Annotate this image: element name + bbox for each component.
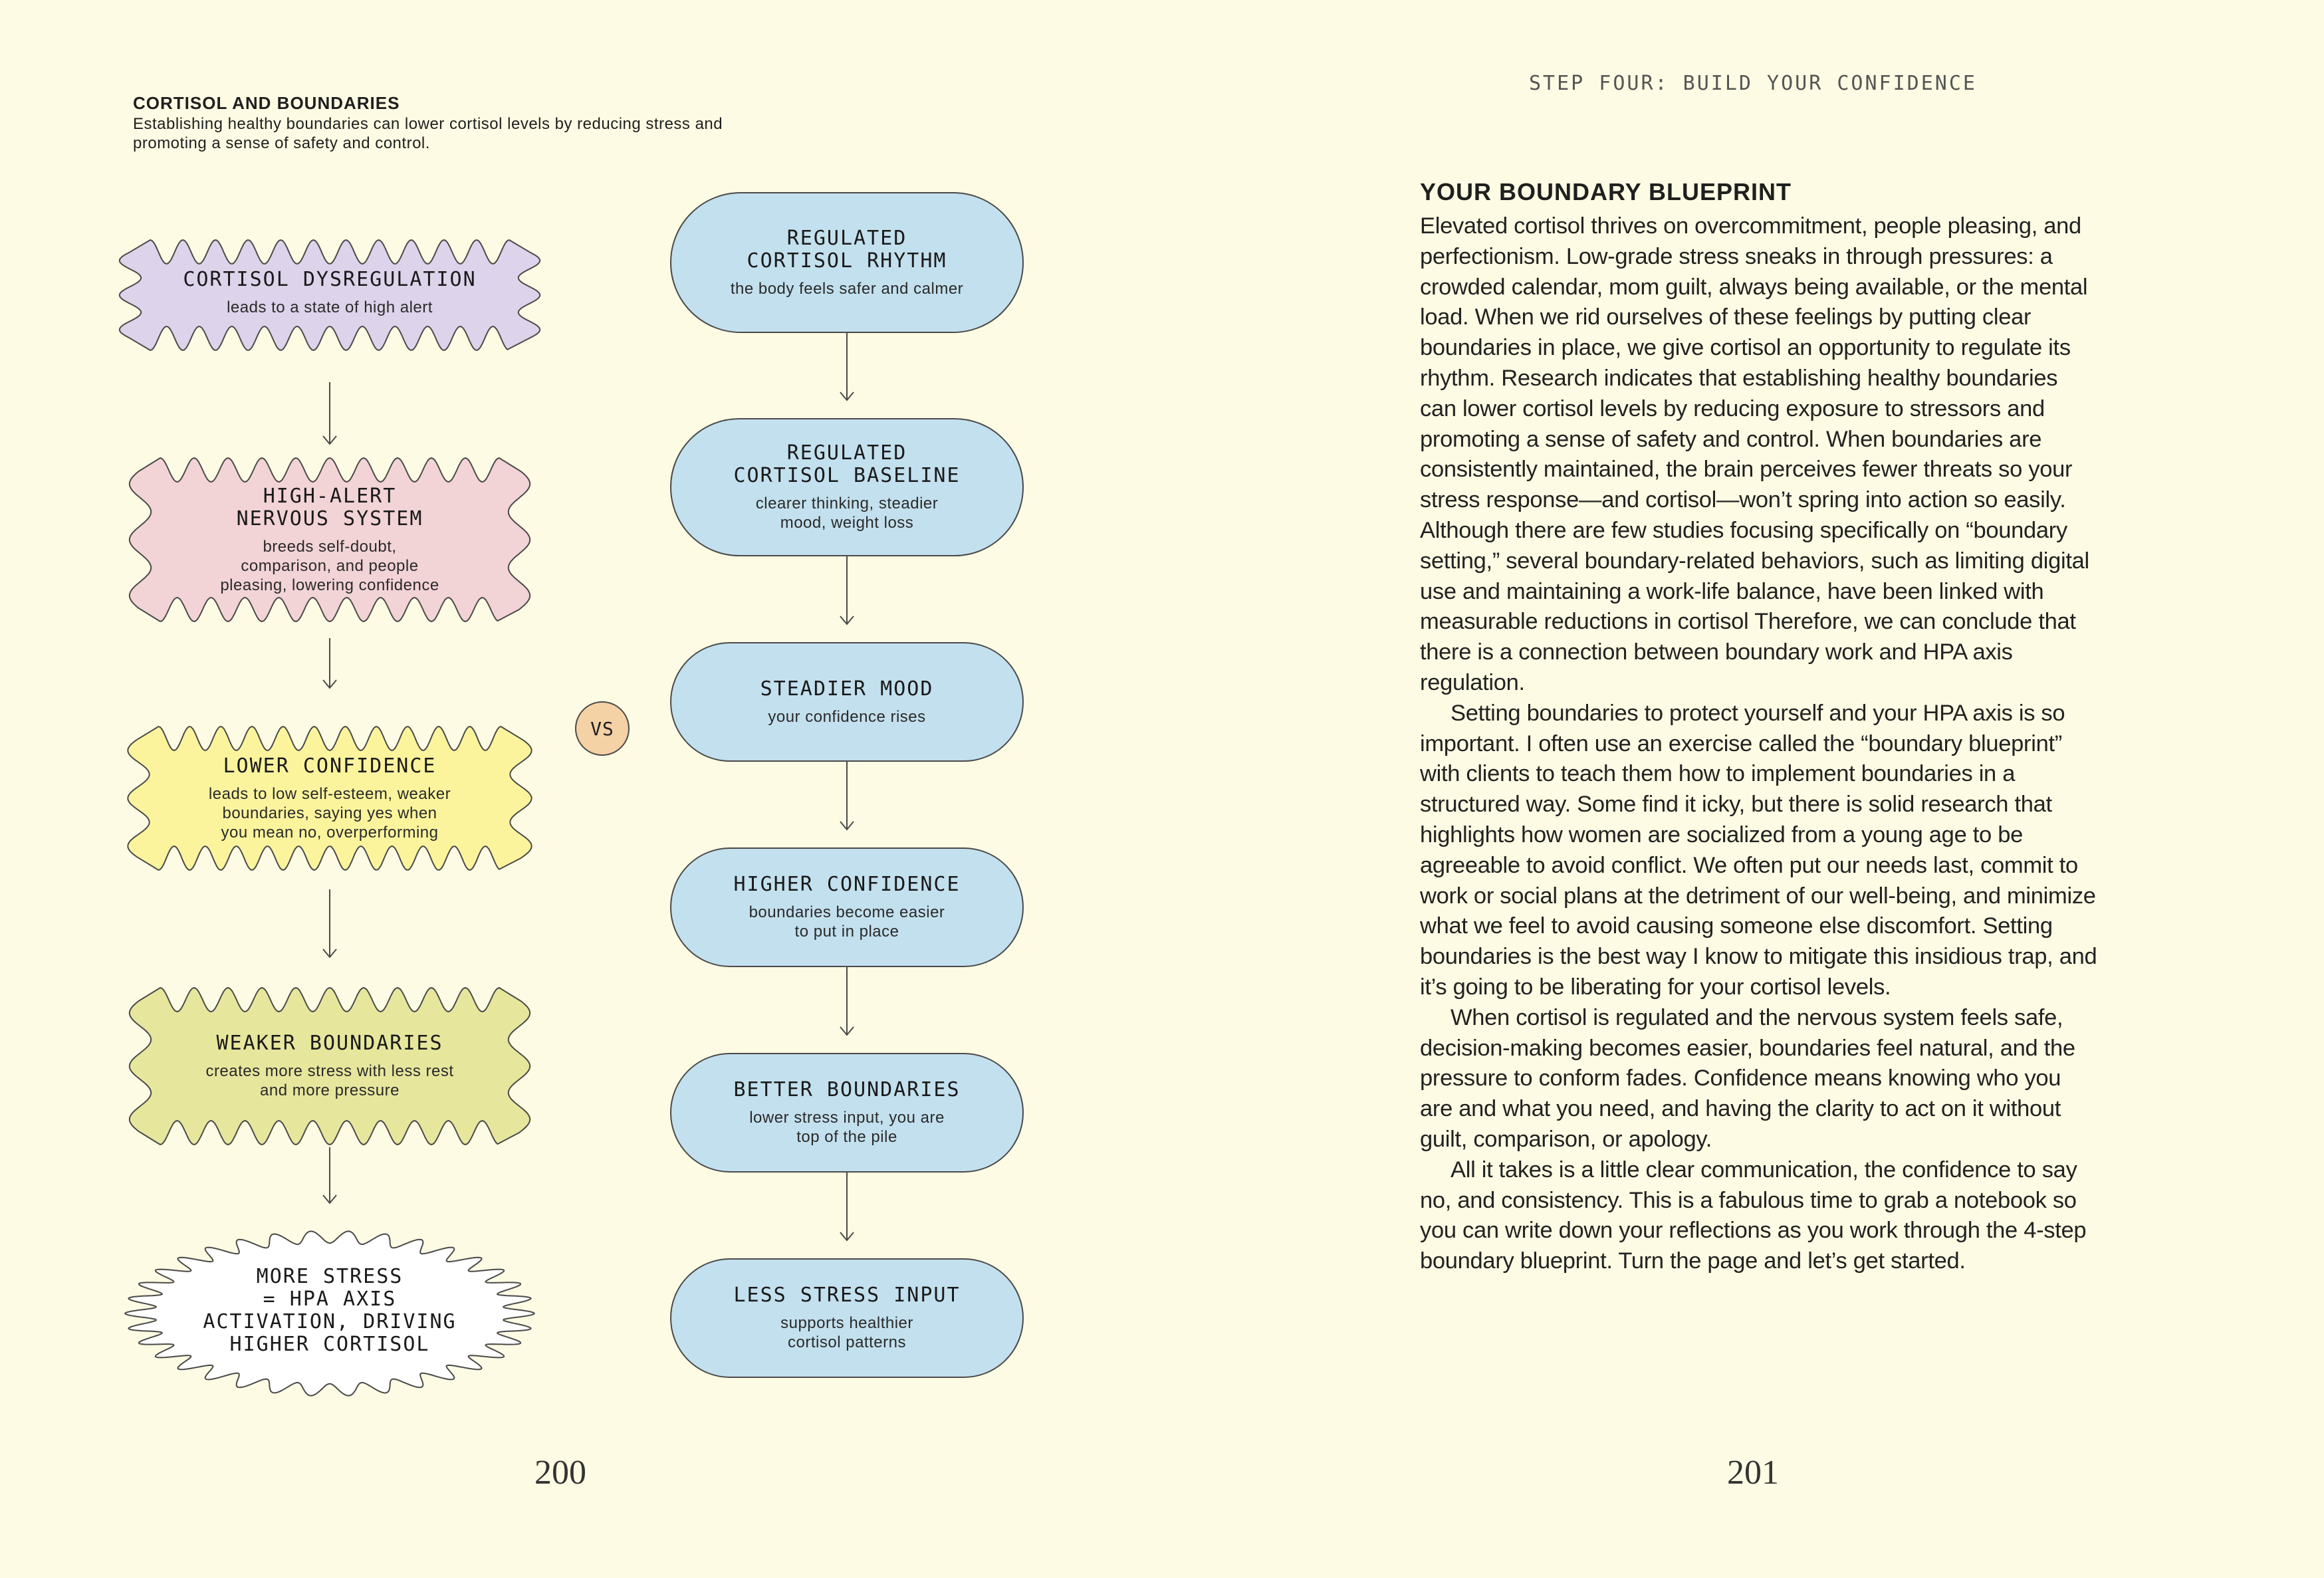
- section-heading: YOUR BOUNDARY BLUEPRINT: [1420, 178, 1792, 205]
- paragraph: When cortisol is regulated and the nervous system feels safe, decision-making becomes easier, boundaries feel natural, and the pressure to conform fades. Confidence means knowing who you are and what you need, and having the clarity to act on it without guilt, comparison, or apology.: [1420, 1004, 2075, 1152]
- node-title: LOWER CONFIDENCE: [223, 754, 437, 778]
- node-title: MORE STRESS = HPA AXIS ACTIVATION, DRIVING HIGHER CORTISOL: [203, 1265, 457, 1356]
- node-title: BETTER BOUNDARIES: [733, 1078, 961, 1101]
- node-less-stress-input: [691, 1266, 1003, 1371]
- node-lower-confidence: [144, 738, 516, 858]
- node-desc: clearer thinking, steadier mood, weight loss: [755, 495, 939, 532]
- node-title: HIGHER CONFIDENCE: [733, 873, 961, 896]
- node-title: HIGH-ALERT NERVOUS SYSTEM: [236, 484, 423, 530]
- node-desc: boundaries become easier to put in place: [749, 903, 945, 941]
- node-desc: supports healthier cortisol patterns: [780, 1314, 913, 1351]
- paragraph: Elevated cortisol thrives on overcommitment, people pleasing, and perfectionism. Low-grade stress sneaks in through pressures: a crowded calendar, mom guilt, always being available, or the mental load. When we rid ourselves of these feelings by putting clear boundaries in place, we give cortisol an opportunity to regulate its rhythm. Research indicates that establishing healthy boundaries can lower cortisol levels by reducing exposure to stressors and promoting a sense of safety and control. When boundaries are consistently maintained, the brain perceives fewer threats so your stress response—and cortisol—won’t spring into action so easily. Although there are few studies focusing specifically on “boundary setting,” several boundary-related behaviors, such as limiting digital use and maintaining a work-life balance, have been linked with measurable reductions in cortisol Therefore, we can conclude that there is a connection between boundary work and HPA axis regulation.: [1420, 213, 2089, 695]
- node-high-alert-nervous-system: [150, 473, 509, 606]
- node-better-boundaries: [691, 1060, 1003, 1165]
- node-desc: creates more stress with less rest and more pressure: [205, 1062, 454, 1099]
- page-number-right: 201: [1727, 1454, 1779, 1492]
- node-regulated-cortisol-rhythm: [691, 199, 1003, 326]
- node-desc: breeds self-doubt, comparison, and people pleasing, lowering confidence: [220, 537, 439, 594]
- node-cortisol-dysregulation: [144, 253, 516, 332]
- node-desc: lower stress input, you are top of the pile: [749, 1109, 945, 1146]
- body-text: [1420, 211, 2098, 1277]
- paragraph: All it takes is a little clear communication, the confidence to say no, and consistency. This is a fabulous time to grab a notebook so you can write down your reflections as you work through the 4-step boundary blueprint. Turn the page and let’s get started.: [1420, 1157, 2087, 1274]
- node-steadier-mood: [691, 649, 1003, 754]
- node-more-stress: [177, 1258, 483, 1364]
- paragraph: Setting boundaries to protect yourself and your HPA axis is so important. I often use an exercise called the “boundary blueprint” with clients to teach them how to implement boundaries in a structured way. Some find it icky, but there is solid research that highlights how women are socialized from a young age to be agreeable to avoid conflict. We often put our needs last, commit to work or social plans at the detriment of our well-being, and minimize what we feel to avoid causing someone else discomfort. Setting boundaries is the best way I know to mitigate this insidious trap, and it’s going to be liberating for your cortisol levels.: [1420, 700, 2097, 1000]
- running-head: STEP FOUR: BUILD YOUR CONFIDENCE: [1529, 72, 1977, 95]
- node-title: WEAKER BOUNDARIES: [216, 1032, 443, 1055]
- node-title: LESS STRESS INPUT: [733, 1284, 961, 1307]
- diagram-title: CORTISOL AND BOUNDARIES: [133, 93, 400, 113]
- node-title: STEADIER MOOD: [760, 677, 934, 701]
- node-weaker-boundaries: [150, 1006, 509, 1126]
- node-regulated-cortisol-baseline: [691, 425, 1003, 549]
- node-title: REGULATED CORTISOL RHYTHM: [747, 226, 947, 273]
- diagram-subtitle: Establishing healthy boundaries can lower cortisol levels by reducing stress and promoting a sense of safety and control.: [133, 115, 723, 152]
- node-desc: leads to low self-esteem, weaker boundaries, saying yes when you mean no, overperforming: [208, 784, 451, 842]
- node-desc: the body feels safer and calmer: [730, 279, 964, 298]
- page-number-left: 200: [534, 1454, 586, 1492]
- vs-label: VS: [590, 717, 614, 740]
- node-higher-confidence: [691, 855, 1003, 960]
- node-desc: your confidence rises: [768, 707, 926, 726]
- node-desc: leads to a state of high alert: [227, 298, 433, 316]
- node-title: REGULATED CORTISOL BASELINE: [733, 441, 961, 487]
- node-title: CORTISOL DYSREGULATION: [183, 267, 477, 291]
